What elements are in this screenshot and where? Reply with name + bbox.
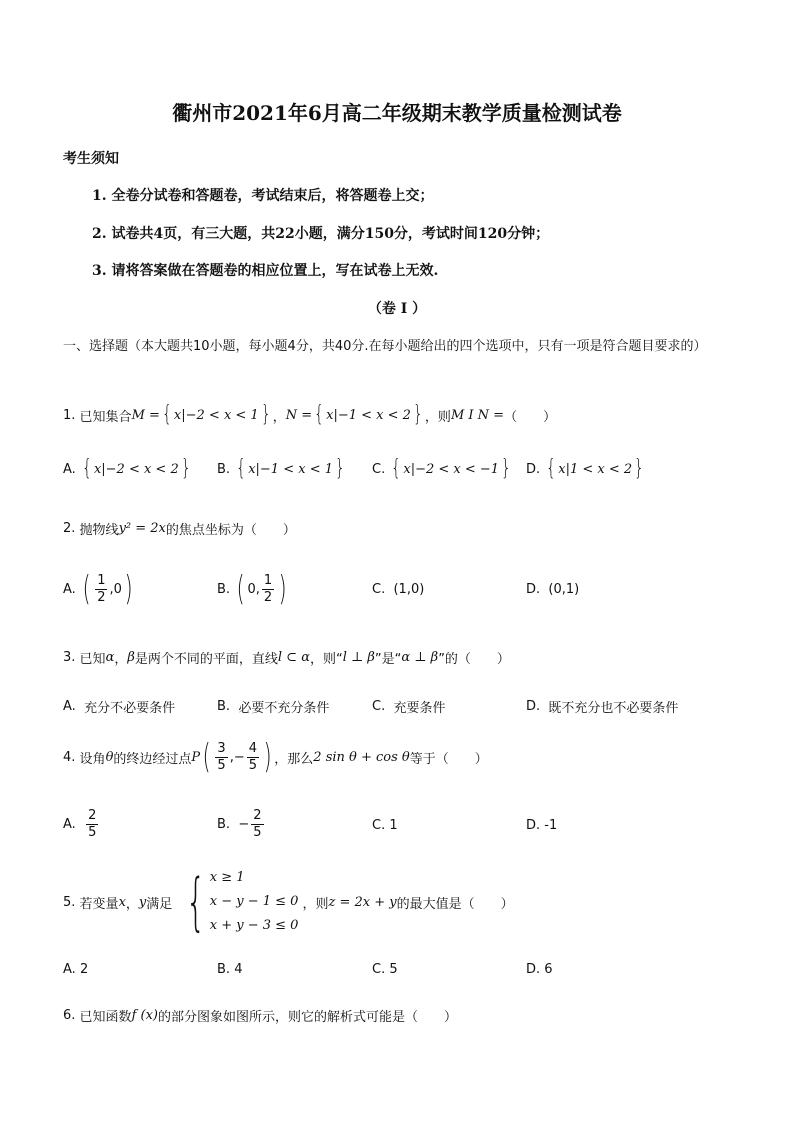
q4-text-2: 的终边经过点 [113, 751, 192, 767]
option-label: C. [372, 818, 386, 833]
q1-relation: M I N = [450, 407, 505, 423]
question-2 [63, 519, 296, 538]
option-label: D. [526, 962, 541, 977]
option-text: 充要条件 [393, 701, 446, 716]
numerator: 1 [263, 572, 273, 588]
q1-brace-open-2: { [314, 402, 325, 427]
denominator: 5 [217, 757, 226, 773]
q3-condition-2: α ⊥ β [401, 650, 439, 665]
q1-n-set: x|−1 < x < 2 [326, 407, 411, 423]
q5-number: 5. [63, 894, 76, 910]
notice-item-3: 3. 请将答案做在答题卷的相应位置上，写在试卷上无效. [92, 263, 439, 279]
numerator: 4 [248, 740, 258, 756]
q2-pre: 抛物线 [79, 523, 119, 538]
q5-objective: z = 2x + y [328, 894, 397, 910]
q3-text-1: 已知 [79, 652, 106, 667]
option-set: x|−2 < x < −1 [403, 461, 500, 477]
fraction [95, 573, 107, 606]
q4-option-d[interactable] [526, 818, 557, 833]
q4-point-label: P [191, 749, 201, 765]
q2-option-b[interactable] [217, 569, 289, 609]
q5-text-1: 若变量 [79, 896, 119, 912]
q4-option-a[interactable] [63, 808, 100, 841]
q1-m-set: x|−2 < x < 1 [173, 407, 259, 423]
q4-text-4: 等于（ ） [409, 751, 488, 767]
q5-option-d[interactable] [526, 962, 553, 977]
option-label: A. [63, 962, 76, 977]
question-3 [63, 648, 510, 667]
fraction [262, 573, 274, 606]
option-value: 2 [79, 962, 89, 977]
q1-option-a[interactable] [63, 458, 193, 480]
q1-text: 已知集合 [79, 409, 132, 425]
q5-var-y: y [138, 894, 147, 910]
q1-sep: ， [272, 409, 286, 425]
brace-close: } [501, 456, 511, 481]
constraint-row: x − y − 1 ≤ 0 [209, 894, 299, 909]
option-label: C. [372, 962, 386, 977]
option-label: D. [526, 582, 541, 597]
option-label: C. [372, 699, 386, 714]
option-label: D. [526, 818, 541, 833]
option-value: (1,0) [393, 582, 425, 597]
paren-close: ) [124, 569, 133, 609]
option-label: B. [217, 962, 231, 977]
option-rest: ,0 [109, 581, 122, 597]
option-value: (0,1) [548, 582, 580, 597]
option-label: B. [217, 581, 231, 597]
q4-option-c[interactable] [372, 818, 398, 833]
paren-open: ( [82, 569, 91, 609]
fraction [86, 808, 98, 841]
q1-option-d[interactable] [526, 458, 646, 480]
q3-text-5: ”的（ ） [438, 652, 510, 667]
fraction-1 [215, 741, 227, 774]
option-value: -1 [544, 818, 558, 833]
paren-close: ) [263, 737, 272, 777]
q5-text-2: 满足 [146, 896, 173, 912]
paren-open: ( [236, 569, 245, 609]
q4-number: 4. [63, 749, 76, 765]
numerator: 3 [217, 740, 226, 756]
q6-number: 6. [63, 1008, 76, 1023]
option-value: 5 [389, 962, 398, 977]
section-heading: 一、选择题（本大题共10小题，每小题4分，共40分.在每小题给出的四个选项中，只有一项是符合题目要求的） [63, 339, 707, 354]
question-1 [63, 404, 556, 426]
q6-text-1: 已知函数 [79, 1010, 132, 1025]
denominator: 2 [97, 589, 106, 605]
constraint-row: x ≥ 1 [209, 870, 245, 885]
q1-option-c[interactable] [372, 458, 513, 480]
q3-number: 3. [63, 650, 76, 665]
denominator: 5 [253, 825, 262, 840]
q2-number: 2. [63, 521, 76, 536]
option-value: 6 [544, 962, 553, 977]
page-title: 衢州市2021年6月高二年级期末教学质量检测试卷 [172, 101, 622, 125]
option-label: B. [217, 461, 231, 477]
system-brace: { [186, 865, 206, 938]
notice-item-1: 1. 全卷分试卷和答题卷，考试结束后，将答题卷上交； [92, 188, 434, 204]
option-label: D. [526, 699, 541, 714]
numerator: 2 [253, 808, 262, 823]
q6-text-2: 的部分图象如图所示，则它的解析式可能是（ ） [157, 1010, 457, 1025]
denominator: 5 [248, 757, 258, 773]
q2-equation: y² = 2x [118, 521, 166, 536]
q5-comma: ， [125, 896, 139, 912]
option-label: B. [217, 817, 231, 832]
q2-option-a[interactable] [63, 569, 135, 609]
q2-option-c[interactable] [372, 582, 424, 597]
q3-beta: β [127, 650, 135, 665]
question-6 [63, 1006, 457, 1025]
option-label: A. [63, 461, 76, 477]
q3-option-d[interactable] [526, 697, 678, 716]
q5-var-x: x [118, 894, 126, 910]
option-value: 4 [234, 962, 243, 977]
q5-option-a[interactable] [63, 962, 88, 977]
notice-heading: 考生须知 [63, 151, 119, 167]
q5-option-b[interactable] [217, 962, 242, 977]
q3-option-c[interactable] [372, 697, 446, 716]
option-text: 充分不必要条件 [84, 701, 176, 716]
q2-post: 的焦点坐标为（ ） [165, 523, 296, 538]
denominator: 5 [88, 825, 97, 840]
q3-line-in-plane: l ⊂ α [277, 650, 310, 665]
brace-close: } [180, 456, 191, 481]
q3-comma: ， [114, 652, 128, 667]
notice-item-2: 2. 试卷共4页，有三大题，共22小题，满分150分，考试时间120分钟； [92, 226, 550, 242]
constraint-row: x + y − 3 ≤ 0 [209, 918, 299, 933]
q3-condition-1: l ⊥ β [342, 650, 375, 665]
q1-brace-close-2: } [413, 402, 423, 427]
denominator: 2 [263, 589, 273, 605]
q1-brace-open: { [162, 402, 172, 427]
q4-text-1: 设角 [79, 751, 106, 767]
option-label: A. [63, 699, 76, 714]
option-text: 必要不充分条件 [238, 701, 330, 716]
q3-text-2: 是两个不同的平面，直线 [134, 652, 278, 667]
brace-open: { [546, 456, 557, 481]
option-text: 既不充分也不必要条件 [548, 701, 679, 716]
q4-text-3: ，那么 [274, 751, 314, 767]
option-set: x|−1 < x < 1 [248, 461, 333, 477]
q2-option-d[interactable] [526, 582, 579, 597]
q1-paren: （ ） [504, 409, 557, 425]
question-4 [63, 737, 488, 777]
q1-brace-close: } [260, 402, 271, 427]
brace-close: } [634, 456, 645, 481]
q4-expression: 2 sin θ + cos θ [313, 749, 410, 765]
option-label: C. [372, 582, 386, 597]
brace-close: } [335, 456, 345, 481]
numerator: 2 [88, 808, 97, 823]
q3-alpha: α [105, 650, 115, 665]
numerator: 1 [97, 572, 106, 588]
paren-close: ) [278, 569, 287, 609]
fraction-2 [247, 741, 259, 774]
option-label: B. [217, 699, 231, 714]
fraction [251, 808, 263, 841]
q3-text-4: ”是“ [374, 652, 402, 667]
system-rows [210, 866, 299, 938]
q4-option-b[interactable] [217, 808, 266, 841]
q3-text-3: ，则“ [309, 652, 343, 667]
q1-mid: ，则 [424, 409, 451, 425]
q5-text-4: 的最大值是（ ） [396, 896, 514, 912]
option-label: A. [63, 817, 76, 832]
q4-theta: θ [105, 749, 114, 765]
paren-open: ( [202, 737, 211, 777]
q1-number: 1. [63, 407, 76, 423]
q6-function: f (x) [131, 1008, 158, 1023]
brace-open: { [82, 456, 92, 481]
part-label: （卷 I ） [367, 301, 427, 317]
question-5 [63, 866, 514, 938]
q5-option-c[interactable] [372, 962, 398, 977]
option-set: x|1 < x < 2 [558, 461, 633, 477]
q3-option-a[interactable] [63, 697, 175, 716]
option-sign: − [238, 817, 250, 832]
brace-open: { [391, 456, 402, 481]
brace-open: { [236, 456, 247, 481]
option-value: 1 [389, 818, 398, 833]
q5-text-3: ，则 [302, 896, 329, 912]
q1-option-b[interactable] [217, 458, 347, 480]
q4-mid: ,− [229, 749, 245, 765]
option-label: D. [526, 461, 541, 477]
q1-n-expr: N = [285, 407, 313, 423]
option-set: x|−2 < x < 2 [93, 461, 179, 477]
option-label: A. [63, 581, 76, 597]
q3-option-b[interactable] [217, 697, 329, 716]
q5-constraint-system [176, 866, 298, 938]
q1-m-expr: M = [131, 407, 160, 423]
option-lead: 0, [247, 581, 260, 597]
option-label: C. [372, 461, 386, 477]
